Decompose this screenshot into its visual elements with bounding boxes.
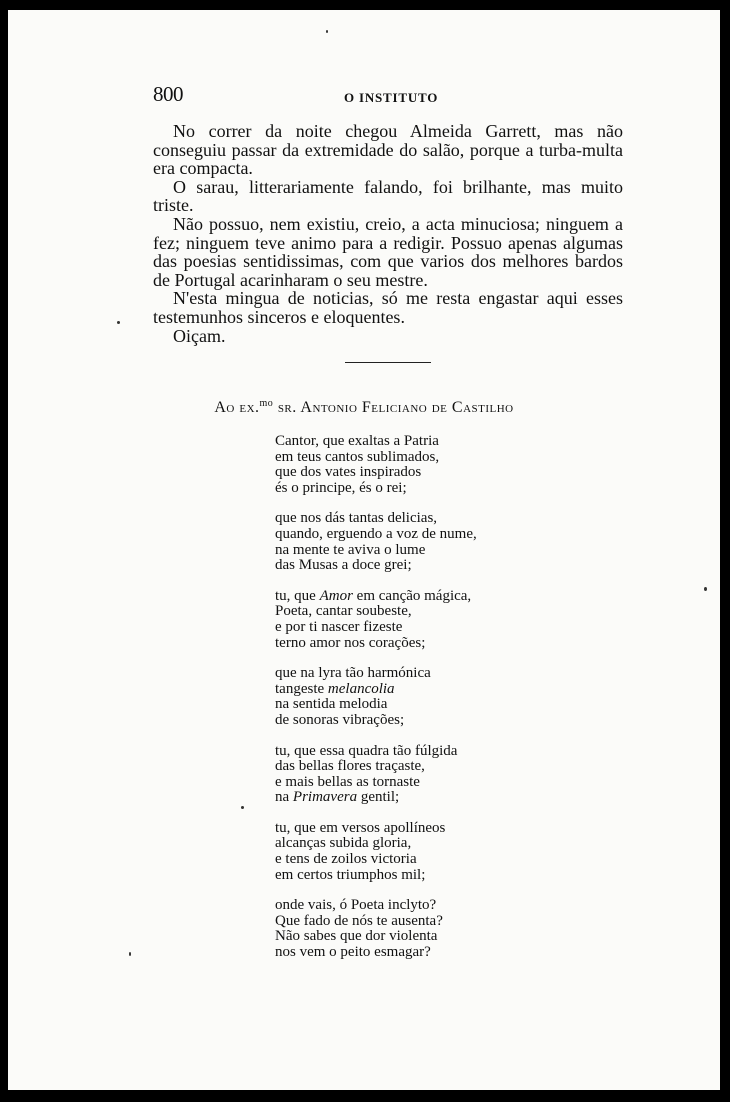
verse-line: Poeta, cantar soubeste, [275,603,412,620]
verse-line: que dos vates inspirados [275,464,422,481]
verse-line: onde vais, ó Poeta inclyto? [275,897,437,914]
verse-line: nos vem o peito esmagar? [275,944,431,961]
verse-line: alcanças subida gloria, [275,835,412,852]
verse-line: das bellas flores traçaste, [275,758,425,775]
italic-word: Amor [319,587,353,604]
italic-word: Primavera [292,789,358,806]
scan-speck [129,952,131,956]
verse-line: tu, que em versos apollíneos [275,819,446,836]
verse-line: és o principe, és o rei; [275,479,407,496]
verse-line: Cantor, que exaltas a Patria [275,433,439,449]
poem-dedication [8,398,720,417]
verse-line: terno amor nos corações; [275,634,426,651]
scan-speck [117,321,120,324]
dedication-name: sr. Antonio Feliciano de Castilho [273,399,514,416]
verse-line: tangeste melancolia [275,680,395,697]
stanza [275,434,477,496]
verse-line: em certos triumphos mil; [275,866,426,883]
verse-line: que na lyra tão harmónica [275,665,431,682]
paragraph: No correr da noite chegou Almeida Garrett, mas não conseguiu passar da extremidade do salão, porque a turba-multa era compacta. [153,121,623,179]
verse-line: das Musas a doce grei; [275,557,412,574]
verse-line: Que fado de nós te ausenta? [275,912,443,929]
dedication-prefix: Ao ex. [214,399,260,416]
paragraph: N'esta mingua de noticias, só me resta engastar aqui esses testemunhos sinceros e eloquentes. [153,288,623,327]
scan-speck [326,30,328,33]
scan-speck [704,587,707,591]
verse-line: em teus cantos sublimados, [275,448,440,465]
verse-line: e por ti nascer fizeste [275,618,403,635]
verse-line: na sentida melodia [275,696,388,713]
verse-line: que nos dás tantas delicias, [275,510,438,527]
paragraph: Oiçam. [173,325,226,346]
prose-body [153,122,623,345]
page-number: 800 [153,82,183,106]
running-title: O INSTITUTO [344,90,439,105]
italic-word: melancolia [327,680,395,697]
verse-line: de sonoras vibrações; [275,711,405,728]
scanned-page [8,10,720,1090]
paragraph: O sarau, litterariamente falando, foi brilhante, mas muito triste. [153,176,623,216]
verse-line: na Primavera gentil; [275,789,400,806]
scan-speck [241,806,244,809]
verse-line: e tens de zoilos victoria [275,851,417,868]
verse-line: e mais bellas as tornaste [275,773,420,790]
stanza [275,666,477,728]
stanza [275,589,477,651]
verse-line: na mente te aviva o lume [275,541,426,558]
verse-line: tu, que Amor em canção mágica, [275,587,472,604]
verse-line: Não sabes que dor violenta [275,928,438,945]
section-divider [345,362,431,363]
paragraph: Não possuo, nem existiu, creio, a acta minuciosa; ninguem a fez; ninguem teve animo para a redigir. Possuo apenas algumas das poesias sentidissimas, com que varios dos melhores bardos de Portugal acarinharam o seu mestre. [153,213,623,290]
verse-line: quando, erguendo a voz de nume, [275,525,477,542]
page-header [8,82,720,112]
verse-line: tu, que essa quadra tão fúlgida [275,742,458,759]
dedication-superscript: mo [259,398,274,409]
stanza [275,511,477,573]
stanza [275,821,477,883]
poem [275,434,477,976]
stanza [275,744,477,806]
stanza [275,898,477,960]
